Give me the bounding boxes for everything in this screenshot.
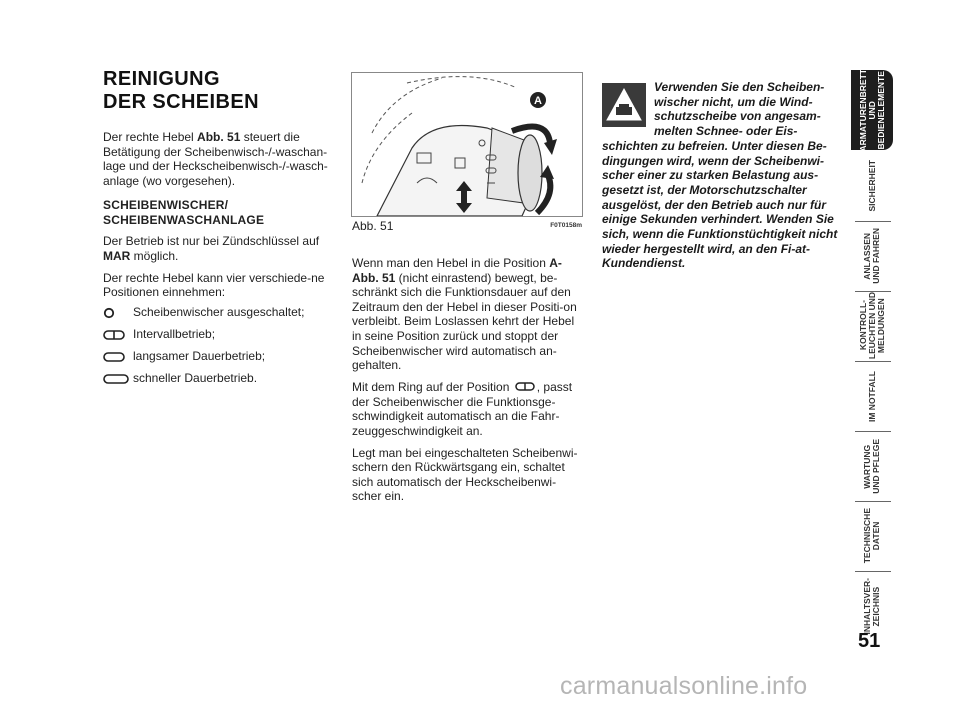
tab-wartung[interactable]	[851, 432, 893, 500]
tab-technische-daten[interactable]	[851, 502, 893, 570]
warning-text: Verwenden Sie den Scheiben-wischer nicht, um die Wind-schutzscheibe von angesam-melten Schnee- oder Eis-schichten zu befreien. Unter diesen Be-dingungen wird, wenn der Scheibenwi-scher einer zu starken Belastung aus-gesetzt ist, der Motorschutzschalter ausgelöst, der den Betrieb auch nur für einige Sekunden verhindert. Wenden Sie sich, wenn die Funktionstüchtigkeit nicht wieder hergestellt wird, an den Fi-at-Kundendienst.	[602, 80, 838, 271]
tab-label: WARTUNG UND PFLEGE	[862, 438, 881, 494]
section-title	[103, 68, 259, 114]
slow-continuous-icon	[103, 352, 133, 362]
key-position: MAR	[103, 248, 131, 263]
position-label: schneller Dauerbetrieb.	[133, 371, 258, 386]
warning-note	[602, 80, 839, 271]
list-item	[103, 324, 335, 346]
reverse-paragraph: Legt man bei eingeschalteten Scheibenwi-schern den Rückwärtsgang ein, schaltet sich automatisch der Heckscheibenwi-scher ein.	[352, 445, 578, 504]
subheading-line2: SCHEIBENWASCHANLAGE	[103, 213, 265, 228]
list-item	[103, 346, 335, 368]
ring-text-cont: , passt der Scheibenwischer die Funktionsge-schwindigkeit automatisch an die Fahr-zeuggeschwindigkeit an.	[352, 379, 573, 439]
figure-caption-row	[352, 219, 582, 233]
tab-label: INHALTSVER- ZEICHNIS	[862, 577, 881, 635]
tab-anlassen[interactable]	[851, 222, 893, 290]
momentary-text: Wenn man den Hebel in die Position	[352, 256, 550, 270]
intro-text-cont: steuert die Betätigung der Scheibenwisch-/-waschan-lage und der Heckscheibenwisch-/-wasch-anlage (wo vorgesehen).	[103, 130, 328, 188]
momentary-text-cont: (nicht einrastend) bewegt, be-schränkt sich die Funktionsdauer auf den Zeitraum den der Hebel in dieser Positi-on verbleibt. Beim Loslassen kehrt der Hebel in seine Position zurück und stoppt der Scheibenwischer wird automatisch an-gehalten.	[352, 270, 577, 373]
figure-caption: Abb. 51	[352, 219, 394, 233]
momentary-paragraph	[352, 256, 584, 373]
ignition-text: Der Betrieb ist nur bei Zündschlüssel auf	[103, 234, 320, 249]
position-label: Intervallbetrieb;	[133, 327, 216, 342]
interval-icon	[515, 380, 535, 395]
ignition-text-cont: möglich.	[130, 248, 179, 263]
tab-im-notfall[interactable]	[851, 362, 893, 430]
tab-label: TECHNISCHE DATEN	[862, 508, 881, 564]
fast-continuous-icon	[103, 374, 133, 384]
position-list	[103, 302, 335, 390]
subheading	[103, 198, 335, 228]
tab-label: ARMATURENBRETT UND BEDIENELEMENTE	[857, 68, 886, 152]
watermark: carmanualsonline.info	[560, 672, 808, 700]
list-item	[103, 302, 335, 324]
ring-paragraph	[352, 380, 584, 439]
tab-label: ANLASSEN UND FAHREN	[862, 228, 881, 284]
ignition-paragraph	[103, 234, 335, 263]
figure-reference: A-Abb. 51	[352, 256, 562, 285]
section-title-line1: REINIGUNG	[103, 68, 220, 90]
lever-diagram	[352, 73, 582, 216]
column-left	[103, 130, 335, 390]
figure-code: F0T0158m	[550, 222, 582, 229]
column-middle	[352, 256, 584, 511]
intro-text: Der rechte Hebel	[103, 130, 198, 144]
figure-lever-illustration	[351, 72, 583, 217]
tab-armaturenbrett[interactable]	[851, 70, 893, 150]
off-circle-icon	[103, 307, 133, 319]
figure-reference: Abb. 51	[197, 130, 241, 144]
marker-a-label: A	[534, 95, 542, 107]
tab-label: KONTROLL- LEUCHTEN UND MELDUNGEN	[857, 292, 886, 360]
tab-label: SICHERHEIT	[866, 160, 877, 212]
position-label: Scheibenwischer ausgeschaltet;	[133, 305, 305, 320]
tab-sicherheit[interactable]	[851, 152, 893, 220]
ring-text: Mit dem Ring auf der Position	[352, 379, 513, 394]
position-label: langsamer Dauerbetrieb;	[133, 349, 266, 364]
subheading-line1: SCHEIBENWISCHER/	[103, 198, 229, 213]
warning-triangle-icon	[602, 83, 646, 127]
page-number: 51	[858, 630, 881, 652]
positions-intro: Der rechte Hebel kann vier verschiede-ne Positionen einnehmen:	[103, 270, 325, 300]
tab-kontrollleuchten[interactable]	[851, 292, 893, 360]
intro-paragraph	[103, 130, 335, 188]
section-title-line2: DER SCHEIBEN	[103, 91, 259, 113]
tab-label: IM NOTFALL	[866, 370, 877, 422]
list-item	[103, 368, 335, 390]
interval-icon	[103, 330, 133, 340]
